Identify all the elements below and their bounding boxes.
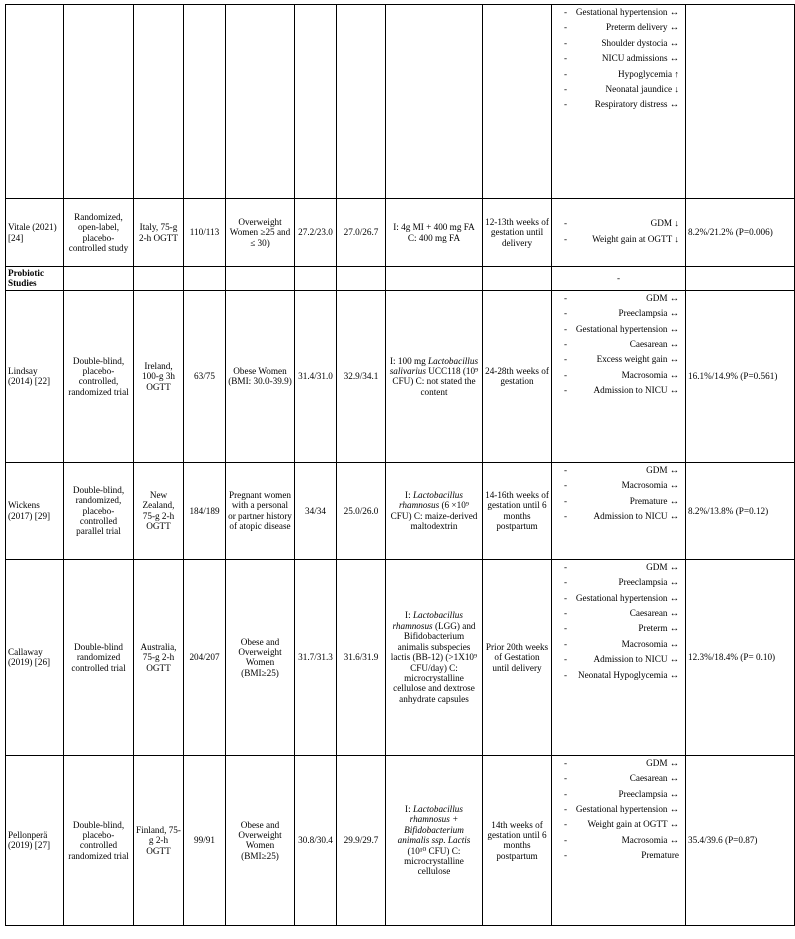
outcome-text: Excess weight gain ↔ [596, 354, 679, 365]
outcome-text: NICU admissions ↔ [601, 53, 679, 64]
outcome-text: Preeclampsia ↔ [618, 308, 679, 319]
study-cell: Wickens (2017) [29] [6, 462, 64, 559]
outcome-list [564, 293, 679, 396]
bullet-dash: - [564, 308, 568, 319]
outcome-text: Gestational hypertension ↔ [575, 323, 679, 334]
outcomes-cell [552, 559, 686, 755]
outcome-item [564, 53, 679, 63]
design-cell: Double-blind, placebo-controlled randomized trial [64, 755, 134, 925]
bullet-dash: - [564, 850, 568, 861]
outcome-item [564, 293, 679, 303]
bullet-dash: - [564, 354, 568, 365]
table-row [6, 462, 795, 559]
outcome-item [564, 804, 679, 814]
outcome-text: Respiratory distress ↔ [594, 99, 679, 110]
outcome-item [564, 670, 679, 680]
outcome-text: Neonatal jaundice ↓ [605, 84, 679, 95]
outcome-item [564, 593, 679, 603]
outcomes-cell [552, 5, 686, 199]
cell [295, 267, 337, 291]
design-cell: Double-blind randomized controlled trial [64, 559, 134, 755]
outcome-item [564, 234, 679, 244]
gdm-cell: 16.1%/14.9% (P=0.561) [686, 290, 795, 462]
bullet-dash: - [564, 669, 568, 680]
bullet-dash: - [564, 233, 568, 244]
bullet-dash: - [564, 480, 568, 491]
bullet-dash: - [564, 623, 568, 634]
timing-cell: 14th weeks of gestation until 6 months postpartum [483, 755, 552, 925]
outcome-text: GDM ↔ [646, 757, 679, 768]
population-cell: Pregnant women with a personal or partner history of atopic disease [226, 462, 295, 559]
outcome-item [564, 465, 679, 475]
outcome-text: Hypoglycemia ↑ [618, 68, 679, 79]
outcome-text: GDM ↔ [646, 561, 679, 572]
outcome-text: GDM ↓ [650, 218, 679, 229]
bullet-dash: - [564, 654, 568, 665]
outcomes-cell [552, 199, 686, 267]
outcome-text: Macrosomia ↔ [621, 480, 679, 491]
outcome-text: Caesarean ↔ [629, 608, 679, 619]
table-row [6, 5, 795, 199]
outcome-item [564, 339, 679, 349]
n-cell: 184/189 [184, 462, 226, 559]
bullet-dash: - [564, 84, 568, 95]
outcome-list [564, 562, 679, 680]
cell [226, 267, 295, 291]
age-cell: 31.4/31.0 [295, 290, 337, 462]
outcome-text: Preterm delivery ↔ [606, 22, 679, 33]
bullet-dash: - [564, 834, 568, 845]
outcome-text: GDM ↔ [646, 292, 679, 303]
bullet-dash: - [564, 819, 568, 830]
cell [295, 5, 337, 199]
outcome-item [564, 654, 679, 664]
outcome-item [564, 511, 679, 521]
outcome-item [564, 850, 679, 860]
gdm-cell: 8.2%/13.8% (P=0.12) [686, 462, 795, 559]
cell [337, 267, 386, 291]
outcome-item [564, 562, 679, 572]
table-row [6, 559, 795, 755]
intervention-prefix: I: [405, 803, 413, 814]
country-cell: Australia, 75-g 2-h OGTT [134, 559, 184, 755]
age-cell: 31.7/31.3 [295, 559, 337, 755]
outcome-item [564, 623, 679, 633]
bullet-dash: - [564, 323, 568, 334]
outcome-item [564, 324, 679, 334]
gdm-cell: 35.4/39.6 (P=0.87) [686, 755, 795, 925]
outcome-text: Shoulder dystocia ↔ [601, 37, 679, 48]
bullet-dash: - [564, 292, 568, 303]
outcome-text: Macrosomia ↔ [621, 638, 679, 649]
bullet-dash: - [564, 53, 568, 64]
bullet-dash: - [564, 464, 568, 475]
outcome-item [564, 819, 679, 829]
study-table [5, 4, 795, 926]
outcome-list [564, 218, 679, 244]
cell [337, 5, 386, 199]
bullet-dash: - [564, 22, 568, 33]
age-cell: 34/34 [295, 462, 337, 559]
outcome-item [564, 789, 679, 799]
cell [6, 5, 64, 199]
outcome-item [564, 758, 679, 768]
section-dash: - [552, 267, 686, 291]
outcome-text: GDM ↔ [646, 464, 679, 475]
table-row [6, 199, 795, 267]
outcome-item [564, 99, 679, 109]
intervention-detail: UCC118 (10⁹ CFU) C: not stated the content [392, 365, 479, 397]
table-row [6, 267, 795, 291]
outcome-item [564, 773, 679, 783]
bullet-dash: - [564, 788, 568, 799]
bmi-cell: 25.0/26.0 [337, 462, 386, 559]
cell [686, 267, 795, 291]
intervention-prefix: I: 100 mg [389, 355, 428, 366]
timing-cell: Prior 20th weeks of Gestation until delivery [483, 559, 552, 755]
cell [184, 5, 226, 199]
species-name: Lactobacillus rhamnosus [392, 610, 463, 631]
outcomes-cell [552, 462, 686, 559]
intervention-cell: I: 4g MI + 400 mg FA C: 400 mg FA [386, 199, 483, 267]
cell [64, 267, 134, 291]
study-cell: Lindsay (2014) [22] [6, 290, 64, 462]
intervention-cell [386, 462, 483, 559]
country-cell: Finland, 75-g 2-h OGTT [134, 755, 184, 925]
outcome-item [564, 38, 679, 48]
outcome-text: Admission to NICU ↔ [593, 654, 679, 665]
outcome-text: Gestational hypertension ↔ [575, 804, 679, 815]
species-name: Lactobacillus rhamnosus [399, 490, 463, 511]
bullet-dash: - [564, 561, 568, 572]
outcome-item [564, 22, 679, 32]
outcome-item [564, 354, 679, 364]
design-cell: Randomized, open-label, placebo-controlled study [64, 199, 134, 267]
design-cell: Double-blind, randomized, placebo-controlled parallel trial [64, 462, 134, 559]
outcome-text: Weight gain at OGTT ↔ [587, 819, 679, 830]
bmi-cell: 27.0/26.7 [337, 199, 386, 267]
gdm-cell: 8.2%/21.2% (P=0.006) [686, 199, 795, 267]
bmi-cell: 29.9/29.7 [337, 755, 386, 925]
n-cell: 63/75 [184, 290, 226, 462]
bullet-dash: - [564, 218, 568, 229]
outcome-item [564, 84, 679, 94]
timing-cell: 12-13th weeks of gestation until delivery [483, 199, 552, 267]
bullet-dash: - [564, 608, 568, 619]
bullet-dash: - [564, 37, 568, 48]
intervention-prefix: I: [405, 610, 413, 621]
bmi-cell: 32.9/34.1 [337, 290, 386, 462]
cell [184, 267, 226, 291]
outcome-text: Premature ↔ [629, 495, 679, 506]
intervention-detail: (LGG) and Bifidobacterium animalis subspecies lactis (BB-12) (>1X10⁹ CFU/day) C: microcrystalline cellulose and dextrose anhydrate capsules [390, 620, 478, 704]
outcome-list [564, 465, 679, 522]
age-cell: 30.8/30.4 [295, 755, 337, 925]
species-name: Lactobacillus rhamnosus + Bifidobacterium animalis ssp. Lactis [397, 803, 471, 846]
outcome-item [564, 577, 679, 587]
outcome-item [564, 639, 679, 649]
population-cell: Obese and Overweight Women (BMI≥25) [226, 755, 295, 925]
gdm-cell: 12.3%/18.4% (P= 0.10) [686, 559, 795, 755]
cell [134, 5, 184, 199]
table-row [6, 755, 795, 925]
country-cell: New Zealand, 75-g 2-h OGTT [134, 462, 184, 559]
cell [226, 5, 295, 199]
bullet-dash: - [564, 773, 568, 784]
outcome-list [564, 758, 679, 861]
bullet-dash: - [564, 385, 568, 396]
cell [386, 267, 483, 291]
population-cell: Obese and Overweight Women (BMI≥25) [226, 559, 295, 755]
cell [483, 5, 552, 199]
intervention-detail: (10¹⁰ CFU) C: microcrystalline cellulose [404, 845, 464, 877]
cell [686, 5, 795, 199]
intervention-cell [386, 559, 483, 755]
outcome-text: Premature [641, 850, 679, 861]
n-cell: 99/91 [184, 755, 226, 925]
country-cell: Ireland, 100-g 3h OGTT [134, 290, 184, 462]
outcome-item [564, 69, 679, 79]
cell [134, 267, 184, 291]
outcome-item [564, 835, 679, 845]
bullet-dash: - [564, 369, 568, 380]
species-name: Lactobacillus salivarius [389, 355, 479, 376]
bullet-dash: - [564, 99, 568, 110]
outcome-text: Macrosomia ↔ [621, 834, 679, 845]
outcome-text: Weight gain at OGTT ↓ [592, 233, 679, 244]
study-cell: Pellonperä (2019) [27] [6, 755, 64, 925]
population-cell: Overweight Women ≥25 and ≤ 30) [226, 199, 295, 267]
intervention-detail: (6 ×10⁹ CFU) C: maize-derived maltodextrin [390, 500, 478, 532]
bullet-dash: - [564, 495, 568, 506]
cell [483, 267, 552, 291]
bullet-dash: - [564, 638, 568, 649]
outcome-item [564, 308, 679, 318]
outcome-item [564, 480, 679, 490]
outcome-text: Gestational hypertension ↔ [575, 592, 679, 603]
bullet-dash: - [564, 592, 568, 603]
outcome-item [564, 608, 679, 618]
study-cell: Vitale (2021) [24] [6, 199, 64, 267]
bullet-dash: - [564, 757, 568, 768]
bullet-dash: - [564, 577, 568, 588]
outcomes-cell [552, 755, 686, 925]
bullet-dash: - [564, 804, 568, 815]
outcome-text: Admission to NICU ↔ [593, 511, 679, 522]
intervention-cell [386, 290, 483, 462]
bullet-dash: - [564, 339, 568, 350]
outcome-item [564, 7, 679, 17]
section-label: Probiotic Studies [6, 267, 64, 291]
outcome-item [564, 496, 679, 506]
outcome-text: Admission to NICU ↔ [593, 385, 679, 396]
bmi-cell: 31.6/31.9 [337, 559, 386, 755]
bullet-dash: - [564, 68, 568, 79]
outcome-text: Gestational hypertension ↔ [575, 7, 679, 17]
outcome-item [564, 385, 679, 395]
bullet-dash: - [564, 7, 568, 17]
outcome-text: Preeclampsia ↔ [618, 577, 679, 588]
n-cell: 204/207 [184, 559, 226, 755]
timing-cell: 24-28th weeks of gestation [483, 290, 552, 462]
design-cell: Double-blind, placebo-controlled, randomized trial [64, 290, 134, 462]
outcome-text: Preeclampsia ↔ [618, 788, 679, 799]
outcome-text: Preterm ↔ [638, 623, 679, 634]
outcome-item [564, 370, 679, 380]
outcome-text: Neonatal Hypoglycemia ↔ [577, 669, 679, 680]
outcome-text: Caesarean ↔ [629, 773, 679, 784]
country-cell: Italy, 75-g 2-h OGTT [134, 199, 184, 267]
population-cell: Obese Women (BMI: 30.0-39.9) [226, 290, 295, 462]
outcome-list [564, 7, 679, 110]
table-row [6, 290, 795, 462]
bullet-dash: - [564, 511, 568, 522]
n-cell: 110/113 [184, 199, 226, 267]
outcomes-cell [552, 290, 686, 462]
outcome-text: Caesarean ↔ [629, 339, 679, 350]
intervention-cell [386, 755, 483, 925]
outcome-item [564, 218, 679, 228]
timing-cell: 14-16th weeks of gestation until 6 months postpartum [483, 462, 552, 559]
outcome-text: Macrosomia ↔ [621, 369, 679, 380]
cell [386, 5, 483, 199]
intervention-prefix: I: [405, 490, 413, 500]
cell [64, 5, 134, 199]
age-cell: 27.2/23.0 [295, 199, 337, 267]
study-cell: Callaway (2019) [26] [6, 559, 64, 755]
